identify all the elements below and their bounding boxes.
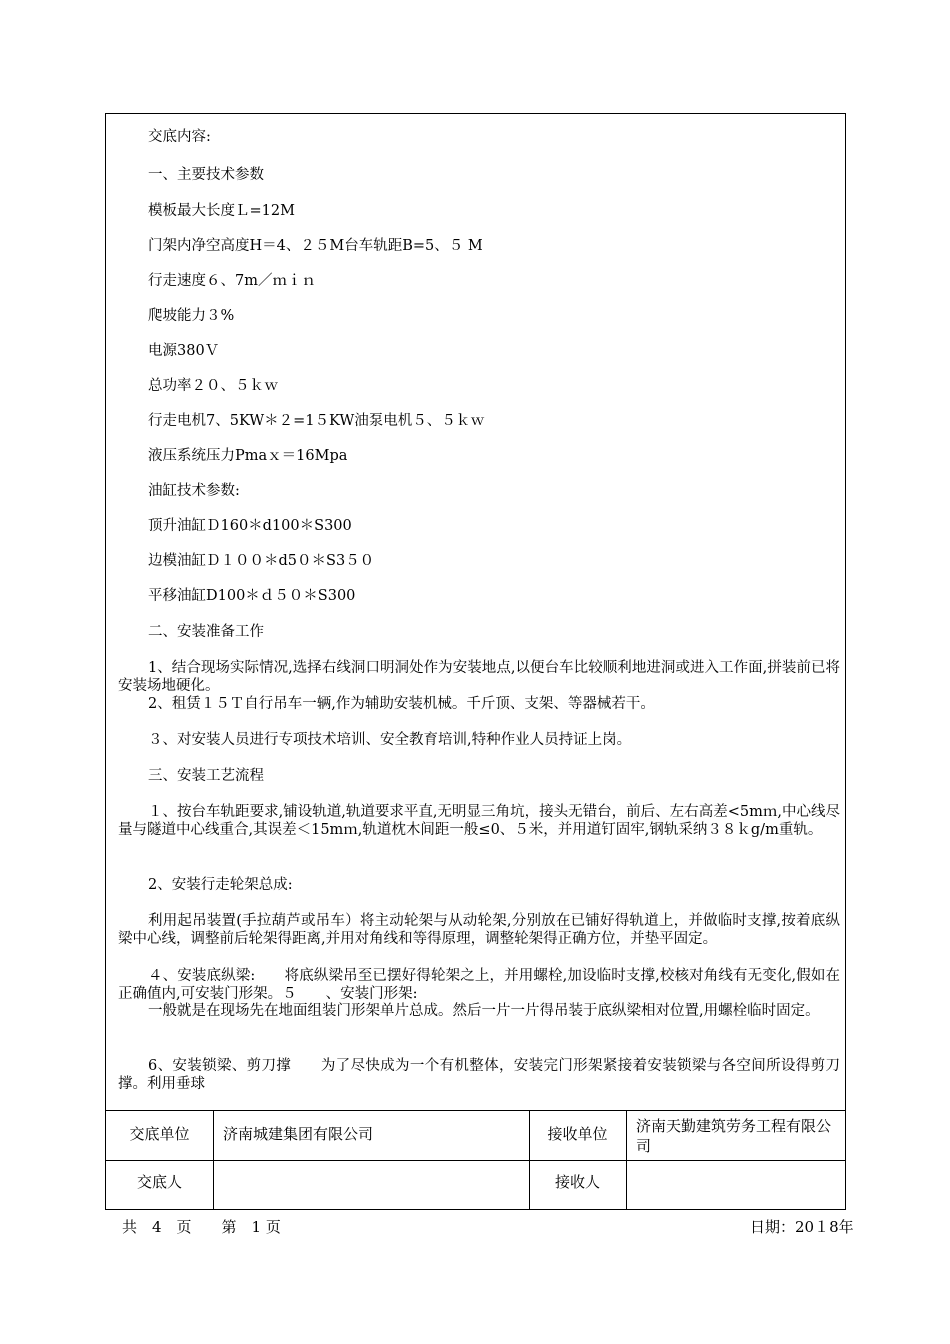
table-divider — [106, 1110, 845, 1111]
param-line: 顶升油缸Ｄ160＊d100＊S300 — [148, 518, 352, 534]
table-divider — [626, 1110, 627, 1209]
table-divider — [106, 1160, 845, 1161]
param-line: 油缸技术参数: — [148, 483, 240, 499]
paragraph: 2、安装行走轮架总成: — [148, 877, 293, 893]
paragraph: １、按台车轨距要求,铺设轨道,轨道要求平直,无明显三角坑，接头无错台，前后、左右高差<5mｍ,中心线尽量与隧道中心线重合,其误差＜15mｍ,轨道枕木间距一般≤0、５米，并用道钉固牢,钢轨采纳３８ｋg/m重轨。 — [118, 804, 840, 838]
receiver-unit-value: 济南天勤建筑劳务工程有限公司 — [636, 1117, 832, 1155]
param-line: 电源380﻿Ｖ — [148, 343, 220, 359]
param-line: 门架内净空高度H＝4、２５M﻿台车轨距B=5、５ M — [148, 238, 483, 254]
table-divider — [213, 1110, 214, 1209]
section-title: 二、安装准备工作 — [148, 624, 264, 640]
date-label: 日期：20１8年 — [750, 1218, 854, 1236]
param-line: 平移油缸D100＊ｄ５０＊S300 — [148, 588, 356, 604]
giver-unit-label: 交底单位 — [129, 1125, 190, 1143]
paragraph: ４、安装底纵梁:﻿ 将底纵梁吊至已摆好得轮架之上，并用螺栓,加设临时支撑,校核对角线有无变化,假如在正确值内,可安装门形架。５ ﻿、安装门形架: — [118, 968, 840, 1002]
paragraph: 1、结合现场实际情况,选择右线洞口明洞处作为安装地点,以便台车比较顺利地进洞或进入工作面,拼装前已将安装场地硬化。 — [118, 660, 840, 694]
paragraph: 利用起吊装置(手拉葫芦或吊车）将主动轮架与从动轮架,分别放在已铺好得轨道上，并做临时支撑,按着底纵梁中心线，调整前后轮架得距离,并用对角线和等得原理，调整轮架得正确方位，并垫平固定。 — [118, 913, 840, 947]
receiver-unit-label: 接收单位 — [547, 1125, 608, 1143]
param-line: 爬坡能力３% — [148, 308, 235, 324]
receiver-person-label: 接收人 — [554, 1173, 600, 1191]
param-line: 行走电机7、5KW＊２=1５KW油泵电机５、５ｋｗ — [148, 413, 485, 429]
param-line: 液压系统压力Pmaｘ＝16Mpa — [148, 448, 348, 464]
param-line: 行走速度６、7m／ｍｉｎ — [148, 273, 316, 289]
section-title: 一、主要技术参数 — [148, 167, 264, 183]
param-line: 总功率２０、５ｋｗ — [148, 378, 279, 394]
param-line: 边模油缸Ｄ１００＊d5０＊S3５０ — [148, 553, 375, 569]
content-heading: 交底内容: — [148, 129, 211, 145]
paragraph: 2、租赁１５Ｔ自行吊车一辆,作为辅助安装机械。千斤顶、支架、等器械若干。 — [148, 696, 655, 712]
giver-unit-value: 济南城建集团有限公司 — [223, 1125, 374, 1143]
param-line: 模板最大长度Ｌ=12M — [148, 203, 295, 219]
disclosure-form — [105, 113, 846, 1210]
paragraph: ３、对安装人员进行专项技术培训、安全教育培训,特种作业人员持证上岗。 — [148, 732, 632, 748]
giver-person-label: 交底人 — [136, 1173, 182, 1191]
disclosure-content — [106, 114, 845, 1110]
paragraph: 6、安装锁梁、剪刀撑﻿ 为了尽快成为一个有机整体，安装完门形架紧接着安装锁梁与各空间所设得剪刀撑。利用垂球 — [118, 1058, 840, 1092]
page-counter: 共 4 页 第 1 页 — [122, 1218, 281, 1236]
section-title: 三、安装工艺流程 — [148, 768, 264, 784]
paragraph: 一般就是在现场先在地面组装门形架单片总成。然后一片一片得吊装于底纵梁相对位置,用螺栓临时固定。 — [148, 1003, 820, 1019]
